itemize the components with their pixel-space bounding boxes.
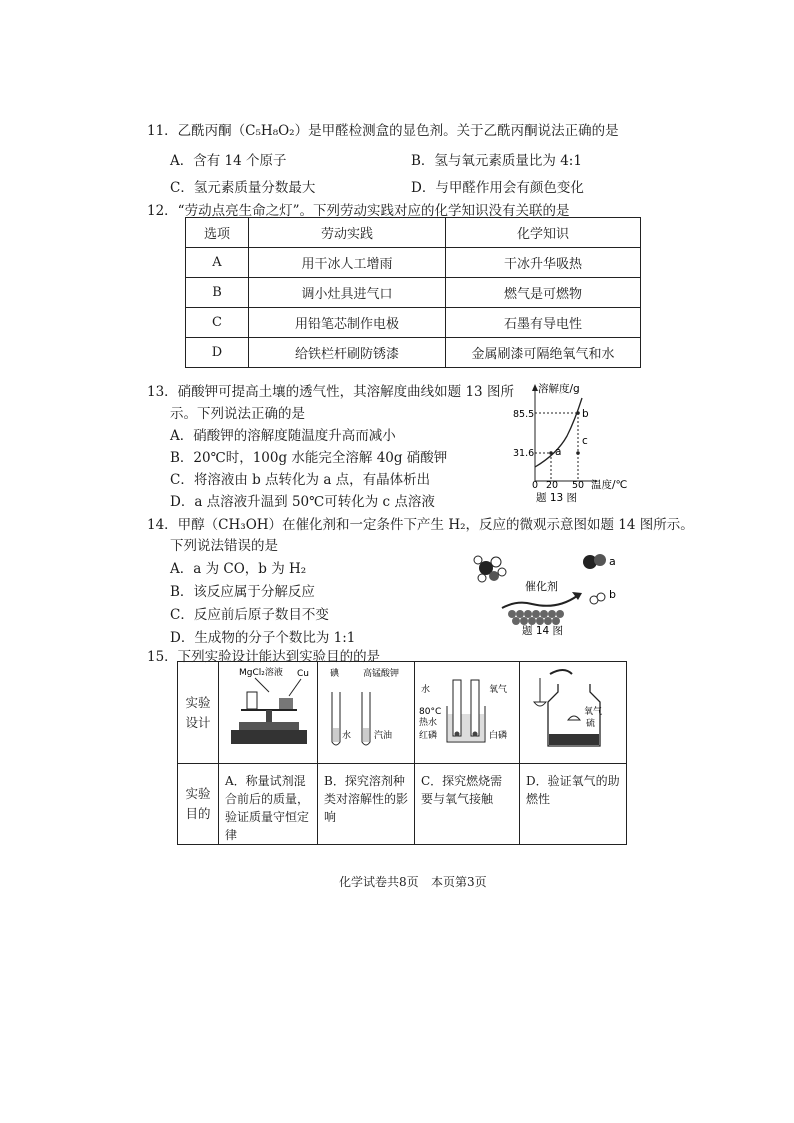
- q14-stem-line2: 下列说法错误的是: [170, 538, 278, 554]
- figure-label: 热水: [419, 718, 438, 728]
- tube: [453, 680, 461, 736]
- product-a-oxygen-atom: [594, 554, 606, 566]
- figure-label: MgCl₂溶液: [239, 668, 283, 678]
- phosphorus: [455, 732, 460, 737]
- figure-label: 水: [342, 731, 352, 741]
- q11-option-a: A．含有 14 个原子: [170, 153, 287, 169]
- q12-header-cell: 化学知识: [446, 218, 641, 248]
- hydrogen-atom: [474, 556, 482, 564]
- figure-label: 80°C: [419, 707, 442, 717]
- row-header-goal: [178, 764, 219, 845]
- test-tubes-figure: [318, 662, 414, 760]
- point-label-a: a: [555, 446, 562, 458]
- q12-header-row: [186, 218, 641, 248]
- q11-stem: 11．乙酰丙酮（C₅H₈O₂）是甲醛检测盒的显色剂。关于乙酰丙酮说法正确的是: [147, 123, 619, 139]
- figure-label: Cu: [297, 669, 309, 679]
- liquid: [363, 728, 369, 742]
- bottle-bottom: [549, 734, 599, 745]
- x-tick-label: 20: [546, 480, 559, 491]
- row-header-line: 目的: [185, 806, 211, 821]
- row-header-design: [178, 662, 219, 764]
- y-tick-label: 85.5: [513, 409, 535, 420]
- hydrogen-atom: [478, 574, 486, 582]
- q11-option-c: C．氢元素质量分数最大: [170, 180, 316, 196]
- point-b: [576, 411, 580, 415]
- q14-option-b: B．该反应属于分解反应: [170, 584, 315, 600]
- q12-cell: 用铅笔芯制作电极: [249, 308, 446, 338]
- figure-caption: 题 14 图: [522, 625, 564, 637]
- q14-option-a: A．a 为 CO，b 为 H₂: [170, 561, 307, 577]
- arrow-icon: [550, 670, 572, 674]
- q11-option-b: B．氢与氧元素质量比为 4:1: [411, 153, 582, 169]
- q12-cell: D: [186, 338, 249, 368]
- q13-option-d: D．a 点溶液升温到 50℃可转化为 c 点溶液: [170, 494, 435, 510]
- pointer-line: [255, 678, 269, 692]
- q12-cell: 给铁栏杆刷防锈漆: [249, 338, 446, 368]
- goal-a: A．称量试剂混合前后的质量，验证质量守恒定律: [219, 764, 318, 845]
- balance-pillar: [266, 710, 272, 722]
- beaker: [247, 692, 257, 709]
- figure-label: 水: [421, 685, 431, 695]
- q12-cell: 石墨有导电性: [446, 308, 641, 338]
- q14-option-d: D．生成物的分子个数比为 1:1: [170, 630, 356, 646]
- design-a-cell: [219, 662, 318, 764]
- figure-label: 碘: [330, 669, 340, 679]
- q13-stem-line2: 示。下列说法正确的是: [170, 406, 305, 422]
- catalyst-label: 催化剂: [525, 580, 558, 593]
- q14-stem-line1: 14．甲醇（CH₃OH）在催化剂和一定条件下产生 H₂，反应的微观示意图如题 14 图所示。: [147, 517, 694, 533]
- figure-label: 汽油: [374, 731, 393, 741]
- micro-reaction-figure: [472, 548, 632, 638]
- point-c: [576, 451, 580, 455]
- balance-base: [231, 730, 307, 744]
- q12-cell: 金属刷漆可隔绝氧气和水: [446, 338, 641, 368]
- x-tick-label: 0: [532, 480, 539, 491]
- figure-label: 氧气: [489, 685, 508, 695]
- q13-stem-line1: 13．硝酸钾可提高土壤的透气性，其溶解度曲线如题 13 图所: [147, 384, 514, 400]
- table-row: [178, 764, 627, 845]
- figure-label: 氧气: [584, 707, 603, 717]
- table-row: [186, 278, 641, 308]
- footer-page-number: 本页第3页: [431, 875, 487, 889]
- point-a: [549, 451, 553, 455]
- goal-d: D．验证氧气的助燃性: [520, 764, 627, 845]
- q12-cell: 燃气是可燃物: [446, 278, 641, 308]
- q12-cell: 用干冰人工增雨: [249, 248, 446, 278]
- y-axis-label: 溶解度/g: [538, 383, 580, 395]
- x-axis-label: 温度/℃: [591, 479, 628, 491]
- figure-label: 红磷: [419, 731, 438, 741]
- table-row: [186, 308, 641, 338]
- figure-label: 白磷: [489, 731, 508, 741]
- figure-label: 高锰酸钾: [363, 669, 400, 679]
- q15-stem: 15．下列实验设计能达到实验目的的是: [147, 649, 381, 665]
- balance-body: [239, 722, 299, 730]
- footer-total-pages: 化学试卷共8页: [339, 875, 419, 889]
- figure-label: 硫: [586, 719, 596, 729]
- hydrogen-atom: [498, 568, 506, 576]
- q12-header-cell: 劳动实践: [249, 218, 446, 248]
- catalyst-surface: [502, 592, 582, 625]
- combustion-spoon: [534, 702, 546, 706]
- oxygen-bottle-figure: [520, 662, 620, 760]
- phosphorus: [473, 732, 478, 737]
- design-b-cell: [318, 662, 415, 764]
- oxygen-atom: [489, 571, 499, 581]
- y-tick-label: 31.6: [513, 448, 535, 459]
- weights: [279, 698, 293, 709]
- goal-b: B．探究溶剂种类对溶解性的影响: [318, 764, 415, 845]
- product-a-label: a: [609, 555, 616, 568]
- q14-option-c: C．反应前后原子数目不变: [170, 607, 329, 623]
- row-header-line: 实验: [185, 786, 211, 801]
- table-row: [186, 338, 641, 368]
- goal-c: C．探究燃烧需要与氧气接触: [415, 764, 520, 845]
- hydrogen-atom: [491, 557, 501, 567]
- q13-option-a: A．硝酸钾的溶解度随温度升高而减小: [170, 428, 396, 444]
- q12-cell: 干冰升华吸热: [446, 248, 641, 278]
- q13-option-c: C．将溶液由 b 点转化为 a 点，有晶体析出: [170, 472, 431, 488]
- row-header-line: 实验: [185, 694, 211, 710]
- q12-cell: C: [186, 308, 249, 338]
- figure-caption: 题 13 图: [536, 492, 578, 503]
- q15-table: [177, 661, 627, 845]
- q12-cell: A: [186, 248, 249, 278]
- combustion-spoon: [568, 716, 580, 720]
- table-row: [186, 248, 641, 278]
- balance-figure: [219, 662, 317, 760]
- x-tick-label: 50: [572, 480, 585, 491]
- q12-header-cell: 选项: [186, 218, 249, 248]
- point-label-c: c: [582, 435, 588, 447]
- table-row: [178, 662, 627, 764]
- q12-cell: 调小灶具进气口: [249, 278, 446, 308]
- product-b-hydrogen-atom: [597, 593, 605, 601]
- design-c-cell: [415, 662, 520, 764]
- combustion-figure: [415, 662, 519, 760]
- liquid: [333, 728, 339, 742]
- q11-option-d: D．与甲醛作用会有颜色变化: [411, 180, 584, 196]
- solubility-curve-figure: [505, 378, 655, 503]
- product-b-label: b: [609, 588, 616, 601]
- tube: [471, 680, 479, 736]
- row-header-line: 设计: [185, 714, 211, 730]
- q12-cell: B: [186, 278, 249, 308]
- pointer-line: [289, 679, 301, 696]
- q12-table: [185, 217, 641, 368]
- q12-stem: 12．“劳动点亮生命之灯”。下列劳动实践对应的化学知识没有关联的是: [147, 203, 570, 219]
- point-label-b: b: [582, 408, 589, 420]
- q13-option-b: B．20℃时，100g 水能完全溶解 40g 硝酸钾: [170, 450, 448, 466]
- design-d-cell: [520, 662, 627, 764]
